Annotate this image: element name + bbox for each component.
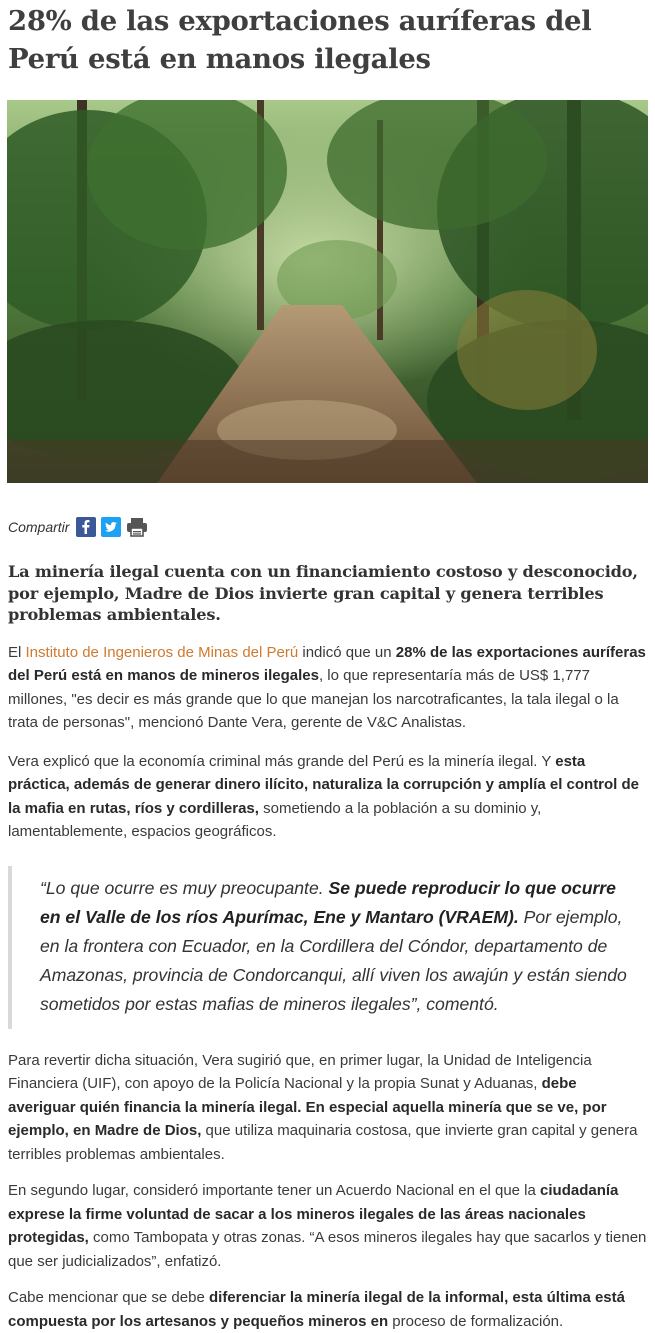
hero-image — [7, 100, 648, 483]
article-lead: La minería ilegal cuenta con un financiamiento costoso y desconocido, por ejemplo, Madre de Dios invierte gran capital y genera terribles problemas ambientales. — [8, 562, 638, 624]
paragraph-2: Vera explicó que la economía criminal más grande del Perú es la minería ilegal. Y esta práctica, además de generar dinero ilícito, naturaliza la corrupción y amplía el control de la mafia en rutas, ríos y cordilleras, sometiendo a la población a su dominio y, lamentablemente, espacios geográficos. — [8, 752, 640, 840]
article-title: 28% de las exportaciones auríferas del Perú está en manos ilegales — [8, 5, 592, 75]
print-icon[interactable] — [126, 517, 148, 537]
paragraph-4: En segundo lugar, consideró importante tener un Acuerdo Nacional en el que la ciudadanía exprese la firme voluntad de sacar a los mineros ilegales de las áreas nacionales protegidas, como Tambopata y otras zonas. “A esos mineros ilegales hay que sacarlos y tienen que ser judicializados”, enfatizó. — [8, 1182, 647, 1270]
paragraph-1: El Instituto de Ingenieros de Minas del Perú indicó que un 28% de las exportaciones auríferas del Perú está en manos de mineros ilegales, lo que representaría más de US$ 1,777 millones, "es decir es más grande que lo que manejan los narcotraficantes, la tala ilegal o la trata de personas", mencionó Dante Vera, gerente de V&C Analistas. — [8, 643, 646, 731]
facebook-icon[interactable] — [76, 517, 96, 537]
link-instituto-ingenieros[interactable]: Instituto de Ingenieros de Minas del Perú — [25, 643, 299, 661]
link-peru-mineros-ilegales[interactable]: Perú está en manos de mineros ilegales — [33, 667, 319, 684]
paragraph-3: Para revertir dicha situación, Vera sugirió que, en primer lugar, la Unidad de Inteligencia Financiera (UIF), con apoyo de la Policía Nacional y la propia Sunat y Aduanas, debe averiguar quién financia la minería ilegal. En especial aquella minería que se ve, por ejemplo, en Madre de Dios, que utiliza maquinaria costosa, que invierte gran capital y genera terribles problemas ambientales. — [8, 1051, 638, 1163]
twitter-icon[interactable] — [101, 517, 121, 537]
share-label: Compartir — [8, 519, 70, 535]
share-bar — [8, 513, 655, 541]
paragraph-5: Cabe mencionar que se debe diferenciar la minería ilegal de la informal, esta última está compuesta por los artesanos y pequeños mineros en proceso de formalización. — [8, 1289, 625, 1330]
pull-quote: “Lo que ocurre es muy preocupante. Se puede reproducir lo que ocurre en el Valle de los ríos Apurímac, Ene y Mantaro (VRAEM). Por ejemplo, en la frontera con Ecuador, en la Cordillera del Cóndor, departamento de Amazonas, provincia de Condorcanqui, allí viven los awajún y están siendo sometidos por estas mafias de mineros ilegales”, comentó. — [8, 866, 647, 1029]
